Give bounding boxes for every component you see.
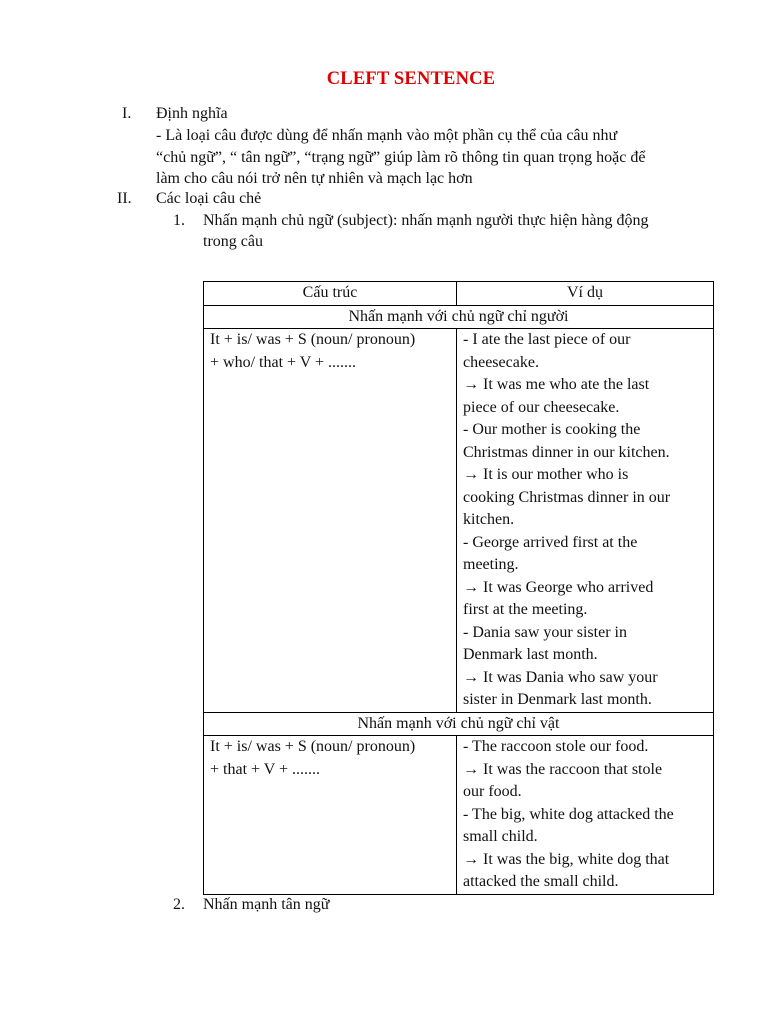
structure-line: It + is/ was + S (noun/ pronoun) (210, 331, 416, 348)
structure-cell (204, 736, 457, 895)
example-line: - Our mother is cooking the (463, 421, 641, 438)
structure-line: + that + V + ....... (210, 760, 321, 778)
group-title-row (204, 712, 714, 736)
table-header-row (204, 282, 714, 306)
document-title: CLEFT SENTENCE (326, 69, 496, 89)
definition-line: làm cho câu nói trở nên tự nhiên và mạch lạc hơn (156, 170, 473, 187)
example-line: our food. (463, 783, 522, 800)
example-line: → It was Dania who saw your (463, 668, 658, 686)
example-line: → It was the raccoon that stole (463, 760, 663, 778)
example-line: sister in Denmark last month. (463, 691, 652, 708)
structure-line: It + is/ was + S (noun/ pronoun) (210, 738, 416, 755)
section-1-number: I. (122, 105, 132, 122)
structure-line: + who/ that + V + ....... (210, 353, 357, 371)
table-row (204, 736, 714, 895)
example-line: - George arrived first at the (463, 533, 638, 551)
group-title-person: Nhấn mạnh với chủ ngữ chỉ người (204, 305, 714, 329)
column-header-example: Ví dụ (457, 282, 714, 306)
list-item-2-text: Nhấn mạnh tân ngữ (203, 896, 330, 913)
example-line: cooking Christmas dinner in our (463, 488, 671, 506)
example-line: kitchen. (463, 511, 515, 528)
example-line: Christmas dinner in our kitchen. (463, 443, 670, 461)
example-line: → It was me who ate the last (463, 376, 650, 393)
example-line: first at the meeting. (463, 601, 588, 618)
example-line: → It is our mother who is (463, 466, 629, 483)
example-line: meeting. (463, 556, 519, 573)
example-line: - The big, white dog attacked the (463, 805, 674, 823)
example-line: Denmark last month. (463, 646, 598, 663)
group-title-thing: Nhấn mạnh với chủ ngữ chỉ vật (204, 712, 714, 736)
cleft-sentence-table (203, 281, 714, 895)
section-2-heading: Các loại câu chẻ (156, 190, 262, 207)
section-2-number: II. (117, 190, 132, 207)
table-row (204, 329, 714, 713)
example-line: piece of our cheesecake. (463, 398, 620, 416)
example-cell (457, 736, 714, 895)
example-line: - I ate the last piece of our (463, 331, 631, 348)
list-item-1-text: Nhấn mạnh chủ ngữ (subject): nhấn mạnh người thực hiện hàng động (203, 212, 649, 229)
definition-line: “chủ ngữ”, “ tân ngữ”, “trạng ngữ” giúp làm rõ thông tin quan trọng hoặc để (156, 149, 646, 166)
section-1-heading: Định nghĩa (156, 105, 228, 122)
list-item-1-number: 1. (173, 212, 185, 229)
example-line: - The raccoon stole our food. (463, 738, 649, 755)
example-line: cheesecake. (463, 353, 539, 371)
list-item-1-text: trong câu (203, 233, 263, 250)
example-cell (457, 329, 714, 713)
example-line: small child. (463, 828, 538, 845)
structure-cell (204, 329, 457, 713)
example-line: → It was George who arrived (463, 578, 654, 596)
definition-line: - Là loại câu được dùng để nhấn mạnh vào một phần cụ thể của câu như (156, 127, 618, 144)
column-header-structure: Cấu trúc (204, 282, 457, 306)
list-item-2-number: 2. (173, 896, 185, 913)
example-line: - Dania saw your sister in (463, 623, 627, 641)
group-title-row (204, 305, 714, 329)
example-line: attacked the small child. (463, 873, 619, 890)
example-line: → It was the big, white dog that (463, 850, 670, 868)
